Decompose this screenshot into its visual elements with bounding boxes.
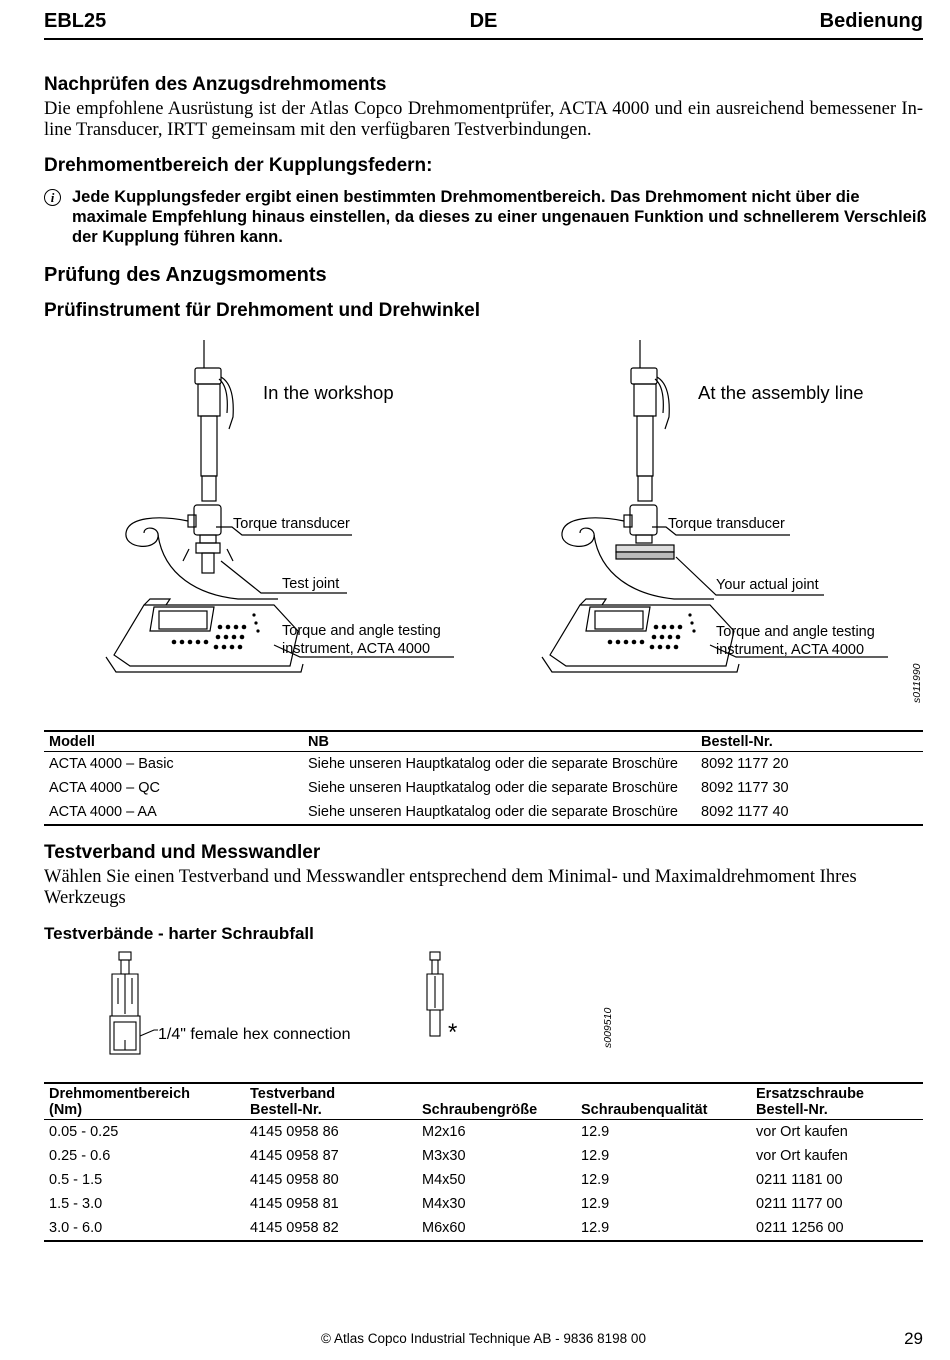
cell-model: ACTA 4000 – AA [49, 804, 157, 820]
cell-joint-order-no: 4145 0958 80 [250, 1172, 339, 1188]
column-header [417, 1083, 576, 1120]
label-right-torque-transducer: Torque transducer [668, 516, 785, 532]
header-language: DE [469, 10, 498, 32]
page-header [44, 10, 923, 40]
section-body-torque-check: Die empfohlene Ausrüstung ist der Atlas Copco Drehmomentprüfer, ACTA 4000 und ein ausreichend bemessener In-line Transducer, IRTT gemeinsam mit den verfügbaren Testverbindungen. [44, 99, 923, 140]
cell-screw-size: M6x60 [422, 1220, 466, 1236]
section-title-clutch-springs: Drehmomentbereich der Kupplungsfedern: [44, 155, 433, 176]
cell-note: Siehe unseren Hauptkatalog oder die separate Broschüre [308, 780, 678, 796]
label-left-torque-transducer: Torque transducer [233, 516, 350, 532]
info-note-text: Jede Kupplungsfeder ergibt einen bestimmten Drehmomentbereich. Das Drehmoment nicht über die maximale Empfehlung hinaus einstellen, da dieses zu einer ungenauen Funktion und schnellerem Verschleiß der Kupplung führen kann. [72, 188, 927, 246]
label-right-instrument-line2: instrument, ACTA 4000 [716, 642, 865, 658]
table-header-row [44, 1083, 923, 1120]
footer-copyright: © Atlas Copco Industrial Technique AB - 9836 8198 00 [321, 1331, 646, 1346]
cell-order-no: 8092 1177 40 [701, 804, 789, 820]
cell-screw-grade: 12.9 [581, 1148, 610, 1164]
column-header [576, 1083, 751, 1120]
cell-torque-range: 0.25 - 0.6 [49, 1148, 111, 1164]
cell-screw-size: M4x50 [422, 1172, 466, 1188]
right-assembly-plate-bottom [616, 552, 674, 559]
cell-joint-order-no: 4145 0958 82 [250, 1220, 339, 1236]
table-row [44, 1144, 923, 1168]
header-model: EBL25 [44, 10, 107, 32]
column-header: Modell [49, 734, 95, 750]
label-in-workshop: In the workshop [263, 382, 394, 403]
cell-screw-size: M4x30 [422, 1196, 466, 1212]
table-row [44, 776, 923, 800]
header-line: Schraubenqualität [581, 1102, 708, 1118]
label-left-instrument-line1: Torque and angle testing [282, 623, 441, 639]
cell-screw-grade: 12.9 [581, 1172, 610, 1188]
instrument-table [44, 730, 923, 826]
table-row [44, 1216, 923, 1241]
page-number: 29 [904, 1329, 923, 1348]
column-header: Bestell-Nr. [701, 734, 773, 750]
table-row [44, 1120, 923, 1145]
right-assembly-plate-top [616, 545, 674, 552]
section-body-test-joint: Wählen Sie einen Testverband und Messwandler entsprechend dem Minimal- und Maximaldrehmoment Ihres Werkzeugs [44, 867, 857, 908]
test-joint-figure [44, 948, 923, 1060]
test-joint-table [44, 1082, 923, 1242]
info-icon: i [44, 189, 61, 206]
cell-joint-order-no: 4145 0958 81 [250, 1196, 339, 1212]
label-actual-joint: Your actual joint [716, 577, 819, 593]
cell-spare-screw: 0211 1177 00 [756, 1196, 843, 1212]
test-joint-illustration-small [427, 952, 443, 1036]
cell-screw-grade: 12.9 [581, 1124, 610, 1140]
figure2-code: s009510 [602, 1007, 614, 1048]
cell-order-no: 8092 1177 20 [701, 756, 789, 772]
label-assembly-line: At the assembly line [698, 382, 864, 403]
label-test-joint: Test joint [282, 576, 340, 592]
section-title-torque-test: Prüfung des Anzugsmoments [44, 264, 327, 286]
header-line: Schraubengröße [422, 1102, 538, 1118]
cell-spare-screw: vor Ort kaufen [756, 1148, 848, 1164]
column-header: NB [308, 734, 329, 750]
right-screwdriver-illustration [562, 340, 714, 599]
table-header-row [44, 731, 923, 752]
cell-screw-grade: 12.9 [581, 1196, 610, 1212]
cell-note: Siehe unseren Hauptkatalog oder die separate Broschüre [308, 804, 678, 820]
table-row [44, 1168, 923, 1192]
label-left-instrument-line2: instrument, ACTA 4000 [282, 641, 431, 657]
cell-torque-range: 0.05 - 0.25 [49, 1124, 119, 1140]
test-instrument-figure [44, 335, 923, 710]
cell-model: ACTA 4000 – Basic [49, 756, 174, 772]
label-asterisk: * [448, 1019, 458, 1046]
header-line: Ersatzschraube [756, 1086, 864, 1102]
cell-torque-range: 0.5 - 1.5 [49, 1172, 103, 1188]
header-line: (Nm) [49, 1102, 83, 1118]
test-joint-illustration-large [110, 952, 158, 1054]
cell-screw-size: M3x30 [422, 1148, 466, 1164]
cell-order-no: 8092 1177 30 [701, 780, 789, 796]
column-header [751, 1083, 923, 1120]
cell-joint-order-no: 4145 0958 87 [250, 1148, 339, 1164]
header-line: Bestell-Nr. [756, 1102, 828, 1118]
table-row [44, 800, 923, 825]
cell-spare-screw: vor Ort kaufen [756, 1124, 848, 1140]
section-title-torque-check: Nachprüfen des Anzugsdrehmoments [44, 74, 387, 95]
column-header [44, 1083, 245, 1120]
section-subtitle-hard-joint: Testverbände - harter Schraubfall [44, 924, 314, 943]
cell-screw-grade: 12.9 [581, 1220, 610, 1236]
header-line: Bestell-Nr. [250, 1102, 322, 1118]
cell-screw-size: M2x16 [422, 1124, 466, 1140]
left-screwdriver-illustration [126, 340, 278, 599]
column-header [245, 1083, 417, 1120]
header-line: Drehmomentbereich [49, 1086, 191, 1102]
document-page [44, 0, 927, 1360]
cell-model: ACTA 4000 – QC [49, 780, 160, 796]
header-line: Testverband [250, 1086, 336, 1102]
label-hex-connection: 1/4" female hex connection [158, 1026, 351, 1043]
cell-torque-range: 1.5 - 3.0 [49, 1196, 103, 1212]
section-title-test-joint: Testverband und Messwandler [44, 842, 321, 863]
right-acta4000-illustration [542, 599, 739, 672]
table-row [44, 752, 923, 777]
label-right-instrument-line1: Torque and angle testing [716, 624, 875, 640]
left-acta4000-illustration [106, 599, 303, 672]
cell-note: Siehe unseren Hauptkatalog oder die separate Broschüre [308, 756, 678, 772]
header-section: Bedienung [819, 10, 923, 32]
cell-spare-screw: 0211 1181 00 [756, 1172, 843, 1188]
section-subtitle-instrument: Prüfinstrument für Drehmoment und Drehwinkel [44, 300, 480, 321]
cell-joint-order-no: 4145 0958 86 [250, 1124, 339, 1140]
figure1-code: s011990 [911, 663, 923, 703]
cell-torque-range: 3.0 - 6.0 [49, 1220, 103, 1236]
cell-spare-screw: 0211 1256 00 [756, 1220, 844, 1236]
table-row [44, 1192, 923, 1216]
